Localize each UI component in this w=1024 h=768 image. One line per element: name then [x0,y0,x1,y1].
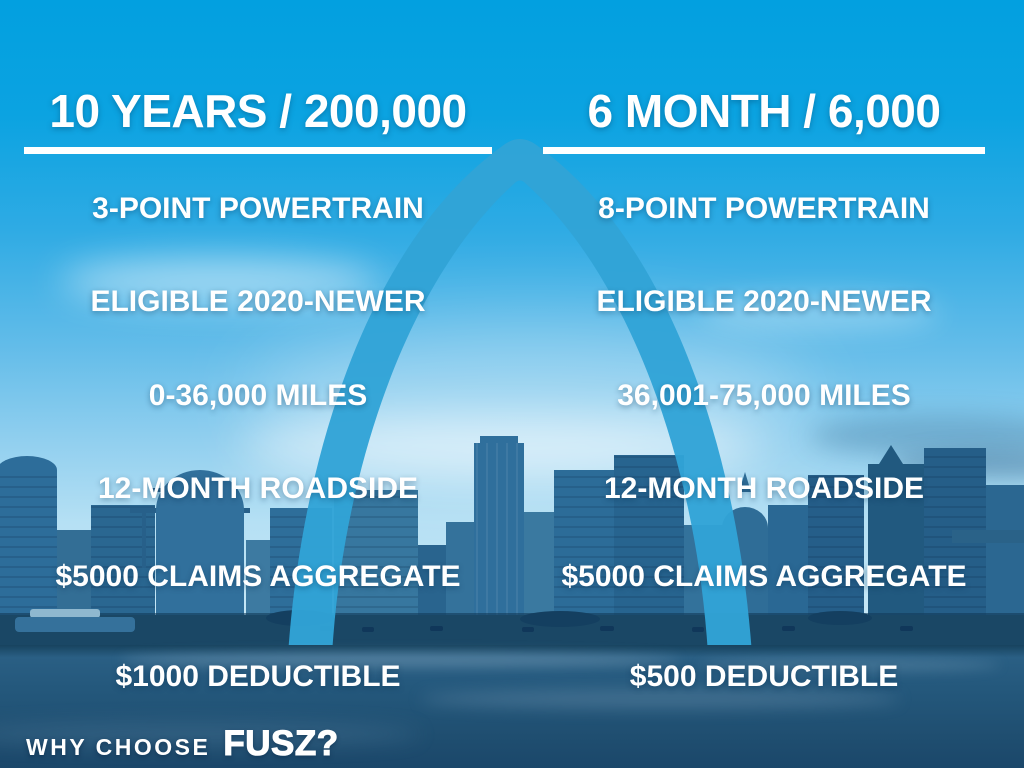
plan-column-10yr [24,0,492,768]
plan-feature: ELIGIBLE 2020-NEWER [90,285,426,318]
plan-feature: 12-MONTH ROADSIDE [97,472,419,505]
plan-feature: ELIGIBLE 2020-NEWER [596,285,932,318]
plan-header-title: 6 MONTH / 6,000 [543,84,985,154]
brand-name: FUSZ? [223,724,339,763]
plan-header-title: 10 YEARS / 200,000 [24,84,492,154]
plan-column-6mo [543,0,985,768]
plan-feature: 0-36,000 MILES [148,379,368,412]
plan-feature: 12-MONTH ROADSIDE [603,472,925,505]
plan-feature: $5000 CLAIMS AGGREGATE [561,560,967,593]
plan-feature: 3-POINT POWERTRAIN [92,192,424,225]
footer-tagline [26,724,339,764]
tagline-prefix: WHY CHOOSE [26,734,211,760]
plan-feature: $500 DEDUCTIBLE [629,660,899,693]
plan-feature: $1000 DEDUCTIBLE [115,660,401,693]
plan-feature: 8-POINT POWERTRAIN [598,192,930,225]
plan-feature: $5000 CLAIMS AGGREGATE [55,560,461,593]
plan-feature: 36,001-75,000 MILES [617,379,911,412]
